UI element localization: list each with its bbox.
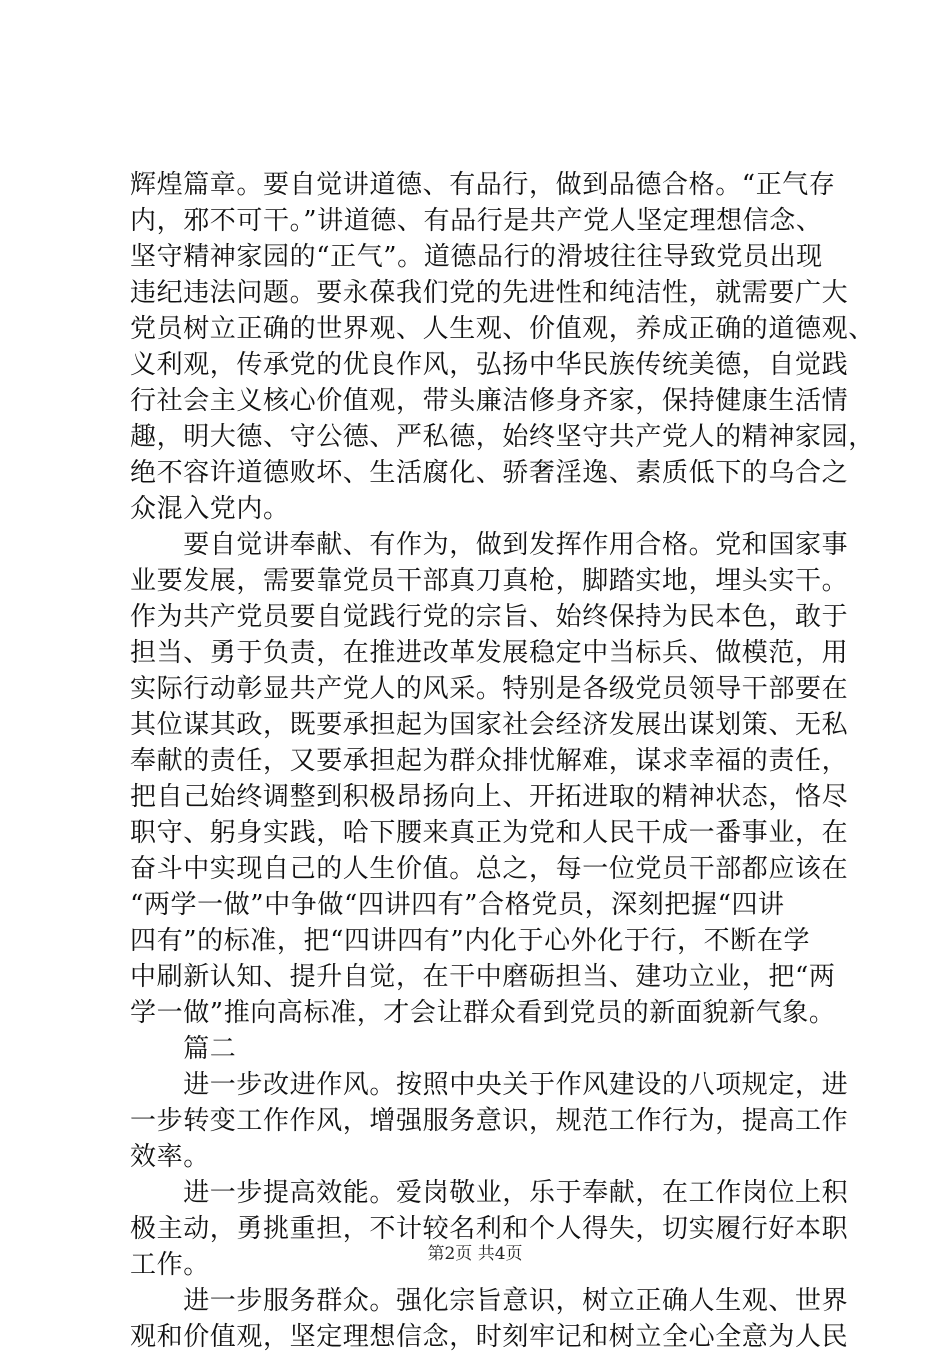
text-line: 作为共产党员要自觉践行党的宗旨、始终保持为民本色，敢于 <box>130 602 849 632</box>
text-line: 绝不容许道德败坏、生活腐化、骄奢淫逸、素质低下的乌合之 <box>130 458 849 488</box>
body-text <box>130 167 875 1355</box>
text-line: 极主动，勇挑重担，不计较名利和个人得失，切实履行好本职 <box>130 1214 849 1244</box>
text-line: 进一步服务群众。强化宗旨意识，树立正确人生观、世界 <box>130 1286 849 1316</box>
text-line: 众混入党内。 <box>130 494 290 524</box>
text-line: 内，邪不可干。”讲道德、有品行是共产党人坚定理想信念、 <box>130 206 823 236</box>
text-line: 辉煌篇章。要自觉讲道德、有品行，做到品德合格。“正气存 <box>130 170 836 200</box>
text-line: 担当、勇于负责，在推进改革发展稳定中当标兵、做模范，用 <box>130 638 849 668</box>
text-line: “两学一做”中争做“四讲四有”合格党员，深刻把握“四讲 <box>130 890 785 920</box>
text-line: 其位谋其政，既要承担起为国家社会经济发展出谋划策、无私 <box>130 710 849 740</box>
page-number-footer: 第2页 共4页 <box>427 1244 523 1264</box>
text-line: 职守、躬身实践，哈下腰来真正为党和人民干成一番事业，在 <box>130 818 849 848</box>
text-line: 趣，明大德、守公德、严私德，始终坚守共产党人的精神家园， <box>130 422 875 452</box>
text-line: 坚守精神家园的“正气”。道德品行的滑坡往往导致党员出现 <box>130 242 823 272</box>
section-heading: 篇二 <box>130 1034 237 1064</box>
text-line: 实际行动彰显共产党人的风采。特别是各级党员领导干部要在 <box>130 674 849 704</box>
text-line: 工作。 <box>130 1250 210 1280</box>
text-line: 党员树立正确的世界观、人生观、价值观，养成正确的道德观、 <box>130 314 875 344</box>
text-line: 效率。 <box>130 1142 210 1172</box>
text-line: 行社会主义核心价值观，带头廉洁修身齐家，保持健康生活情 <box>130 386 849 416</box>
text-line: 学一做”推向高标准，才会让群众看到党员的新面貌新气象。 <box>130 998 836 1028</box>
text-line: 四有”的标准，把“四讲四有”内化于心外化于行，不断在学 <box>130 926 811 956</box>
text-line: 违纪违法问题。要永葆我们党的先进性和纯洁性，就需要广大 <box>130 278 849 308</box>
text-line: 奉献的责任，又要承担起为群众排忧解难，谋求幸福的责任， <box>130 746 849 776</box>
text-line: 一步转变工作作风，增强服务意识，规范工作行为，提高工作 <box>130 1106 849 1136</box>
text-line: 义利观，传承党的优良作风，弘扬中华民族传统美德，自觉践 <box>130 350 849 380</box>
text-line: 业要发展，需要靠党员干部真刀真枪，脚踏实地，埋头实干。 <box>130 566 849 596</box>
text-line: 把自己始终调整到积极昂扬向上、开拓进取的精神状态，恪尽 <box>130 782 849 812</box>
text-line: 中刷新认知、提升自觉，在干中磨砺担当、建功立业，把“两 <box>130 962 836 992</box>
text-line: 要自觉讲奉献、有作为，做到发挥作用合格。党和国家事 <box>130 530 849 560</box>
text-line: 进一步改进作风。按照中央关于作风建设的八项规定，进 <box>130 1070 849 1100</box>
text-line: 观和价值观，坚定理想信念，时刻牢记和树立全心全意为人民 <box>130 1322 849 1352</box>
text-line: 进一步提高效能。爱岗敬业，乐于奉献，在工作岗位上积 <box>130 1178 849 1208</box>
text-line: 奋斗中实现自己的人生价值。总之，每一位党员干部都应该在 <box>130 854 849 884</box>
